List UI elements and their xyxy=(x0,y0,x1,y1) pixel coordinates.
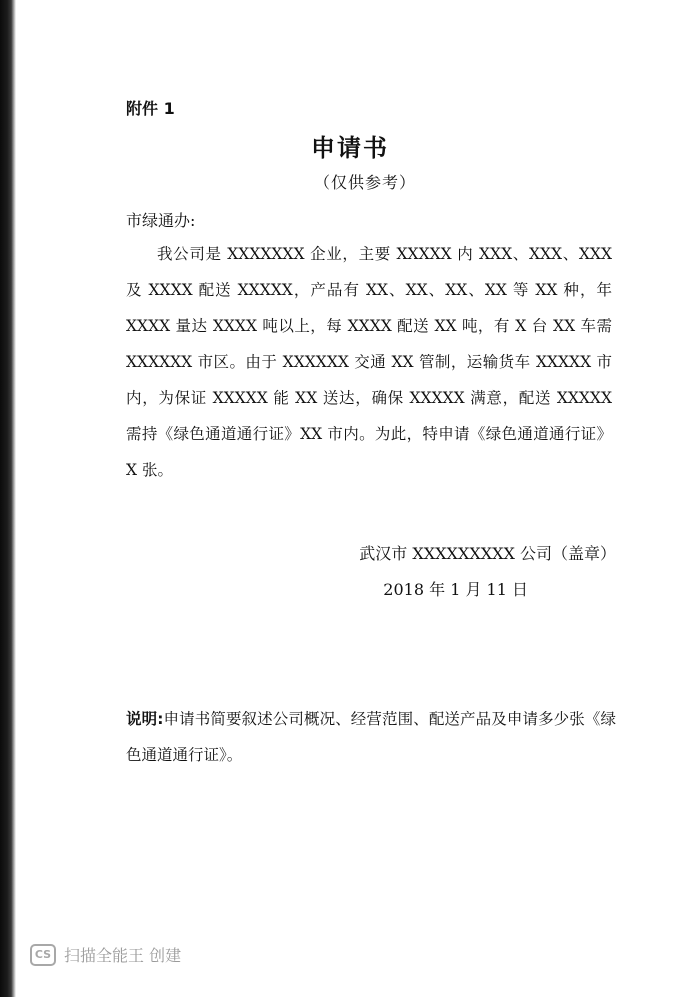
note-block xyxy=(126,701,616,773)
body-paragraph: 我公司是 XXXXXXX 企业，主要 XXXXX 内 XXX、XXX、XXX 及 XXXX 配送 XXXXX，产品有 XX、XX、XX、XX 等 XX 种，年 XXXX 量达 XXXX 吨以上，每 XXXX 配送 XX 吨，有 X 台 XX 车需 XXXXXX 市区。由于 XXXXXX 交通 XX 管制，运输货车 XXXXX 市内，为保证 XXXXX 能 XX 送达，确保 XXXXX 满意，配送 XXXXX 需持《绿色通道通行证》XX 市内。为此，特申请《绿色通道通行证》X 张。 xyxy=(126,245,612,479)
scanner-watermark xyxy=(30,943,181,966)
watermark-text: 扫描全能王 创建 xyxy=(64,946,182,965)
attachment-label: 附件 1 xyxy=(126,99,175,118)
signature-date: 2018 年 1 月 11 日 xyxy=(383,580,528,599)
signature-block xyxy=(359,536,616,608)
note-label: 说明: xyxy=(126,710,164,728)
page-subtitle: （仅供参考） xyxy=(313,173,416,192)
note-text: 申请书简要叙述公司概况、经营范围、配送产品及申请多少张《绿色通道通行证》。 xyxy=(126,710,616,764)
salutation: 市绿通办: xyxy=(126,211,196,230)
camscanner-logo-icon: CS xyxy=(30,944,56,966)
signature-company: 武汉市 XXXXXXXXX 公司（盖章） xyxy=(359,544,616,563)
page-title: 申请书 xyxy=(311,134,389,162)
